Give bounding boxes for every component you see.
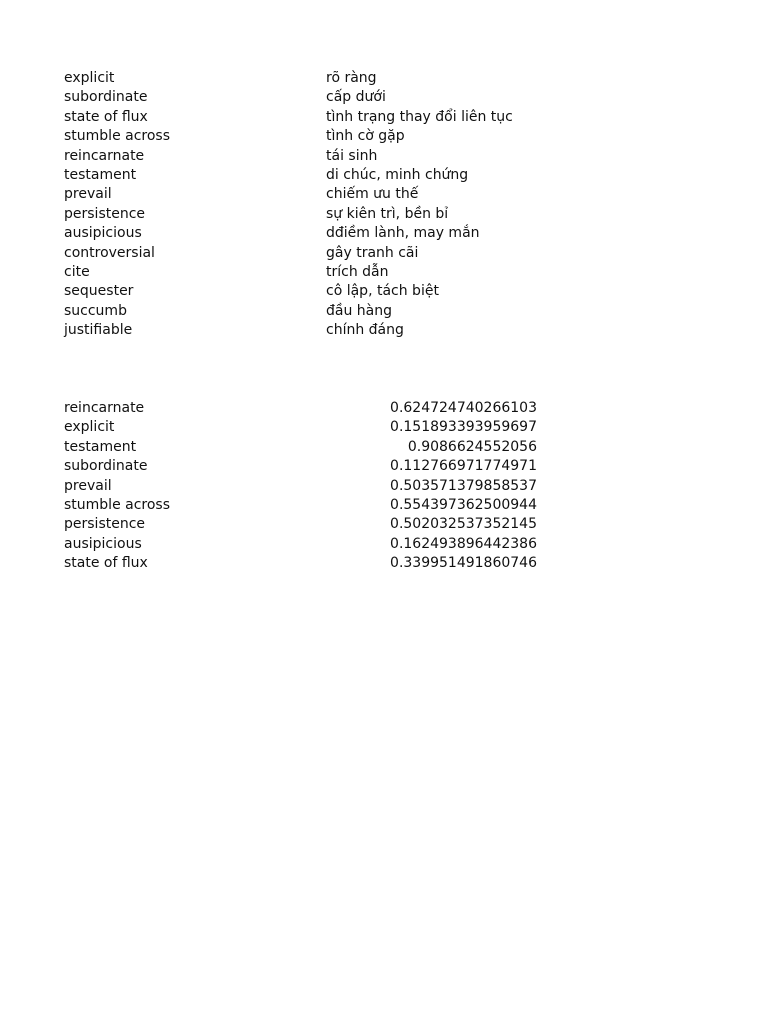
vocab-word: controversial bbox=[64, 244, 155, 261]
score-value: 0.554397362500944 bbox=[390, 496, 537, 513]
vocab-word: justifiable bbox=[64, 322, 133, 339]
vocab-word: explicit bbox=[64, 70, 115, 86]
vocab-meaning: đầu hàng bbox=[326, 302, 393, 319]
vocab-word: succumb bbox=[64, 302, 127, 319]
vocab-row bbox=[64, 147, 544, 166]
vocab-word: stumble across bbox=[64, 128, 171, 145]
score-value: 0.503571379858537 bbox=[390, 477, 537, 494]
vocab-row bbox=[64, 88, 544, 107]
vocab-row bbox=[64, 263, 544, 282]
vocab-meaning: tái sinh bbox=[326, 147, 378, 164]
score-row bbox=[64, 399, 544, 418]
score-row bbox=[64, 418, 544, 437]
score-row bbox=[64, 438, 544, 457]
score-word: state of flux bbox=[64, 555, 148, 572]
vocab-meaning: trích dẫn bbox=[326, 263, 389, 280]
vocab-word: persistence bbox=[64, 205, 146, 222]
vocab-row bbox=[64, 166, 544, 185]
vocab-word: prevail bbox=[64, 186, 112, 203]
score-value: 0.502032537352145 bbox=[390, 516, 537, 533]
score-value: 0.9086624552056 bbox=[407, 438, 537, 455]
score-table bbox=[64, 399, 544, 574]
score-word: testament bbox=[64, 438, 137, 455]
vocab-meaning: rõ ràng bbox=[326, 70, 377, 86]
vocab-meaning: cấp dưới bbox=[326, 89, 386, 106]
score-word: explicit bbox=[64, 419, 115, 436]
vocab-row bbox=[64, 127, 544, 146]
score-row bbox=[64, 457, 544, 476]
score-word: subordinate bbox=[64, 458, 148, 475]
score-word: persistence bbox=[64, 516, 146, 533]
vocab-row bbox=[64, 244, 544, 263]
vocab-word: sequester bbox=[64, 283, 134, 300]
score-value: 0.162493896442386 bbox=[390, 535, 537, 552]
score-word: stumble across bbox=[64, 496, 171, 513]
vocab-row bbox=[64, 69, 544, 88]
vocab-row bbox=[64, 205, 544, 224]
vocab-meaning: dđiềm lành, may mắn bbox=[326, 225, 480, 242]
score-value: 0.624724740266103 bbox=[390, 400, 537, 416]
score-row bbox=[64, 554, 544, 573]
vocab-meaning: di chúc, minh chứng bbox=[326, 166, 469, 183]
vocab-row bbox=[64, 108, 544, 127]
vocab-row bbox=[64, 185, 544, 204]
score-value: 0.112766971774971 bbox=[390, 458, 537, 475]
vocab-meaning: chính đáng bbox=[326, 322, 404, 339]
score-value: 0.151893393959697 bbox=[390, 419, 537, 436]
score-word: reincarnate bbox=[64, 400, 145, 416]
vocab-meaning: cô lập, tách biệt bbox=[326, 283, 439, 300]
score-word: prevail bbox=[64, 477, 112, 494]
score-row bbox=[64, 477, 544, 496]
vocab-word: ausipicious bbox=[64, 225, 142, 242]
vocab-meaning: sự kiên trì, bền bỉ bbox=[326, 205, 449, 222]
vocab-meaning: tình cờ gặp bbox=[326, 128, 405, 145]
score-row bbox=[64, 515, 544, 534]
vocab-meaning: chiếm ưu thế bbox=[326, 186, 419, 203]
vocabulary-table bbox=[64, 69, 544, 340]
vocab-meaning: tình trạng thay đổi liên tục bbox=[326, 108, 513, 125]
vocab-word: cite bbox=[64, 263, 90, 280]
vocab-word: reincarnate bbox=[64, 147, 145, 164]
vocab-word: state of flux bbox=[64, 108, 148, 125]
vocab-row bbox=[64, 224, 544, 243]
score-row bbox=[64, 535, 544, 554]
vocab-meaning: gây tranh cãi bbox=[326, 244, 419, 261]
vocab-row bbox=[64, 282, 544, 301]
vocab-word: subordinate bbox=[64, 89, 148, 106]
score-value: 0.339951491860746 bbox=[390, 555, 537, 572]
vocab-word: testament bbox=[64, 166, 137, 183]
vocab-row bbox=[64, 302, 544, 321]
score-row bbox=[64, 496, 544, 515]
vocab-row bbox=[64, 321, 544, 340]
score-word: ausipicious bbox=[64, 535, 142, 552]
